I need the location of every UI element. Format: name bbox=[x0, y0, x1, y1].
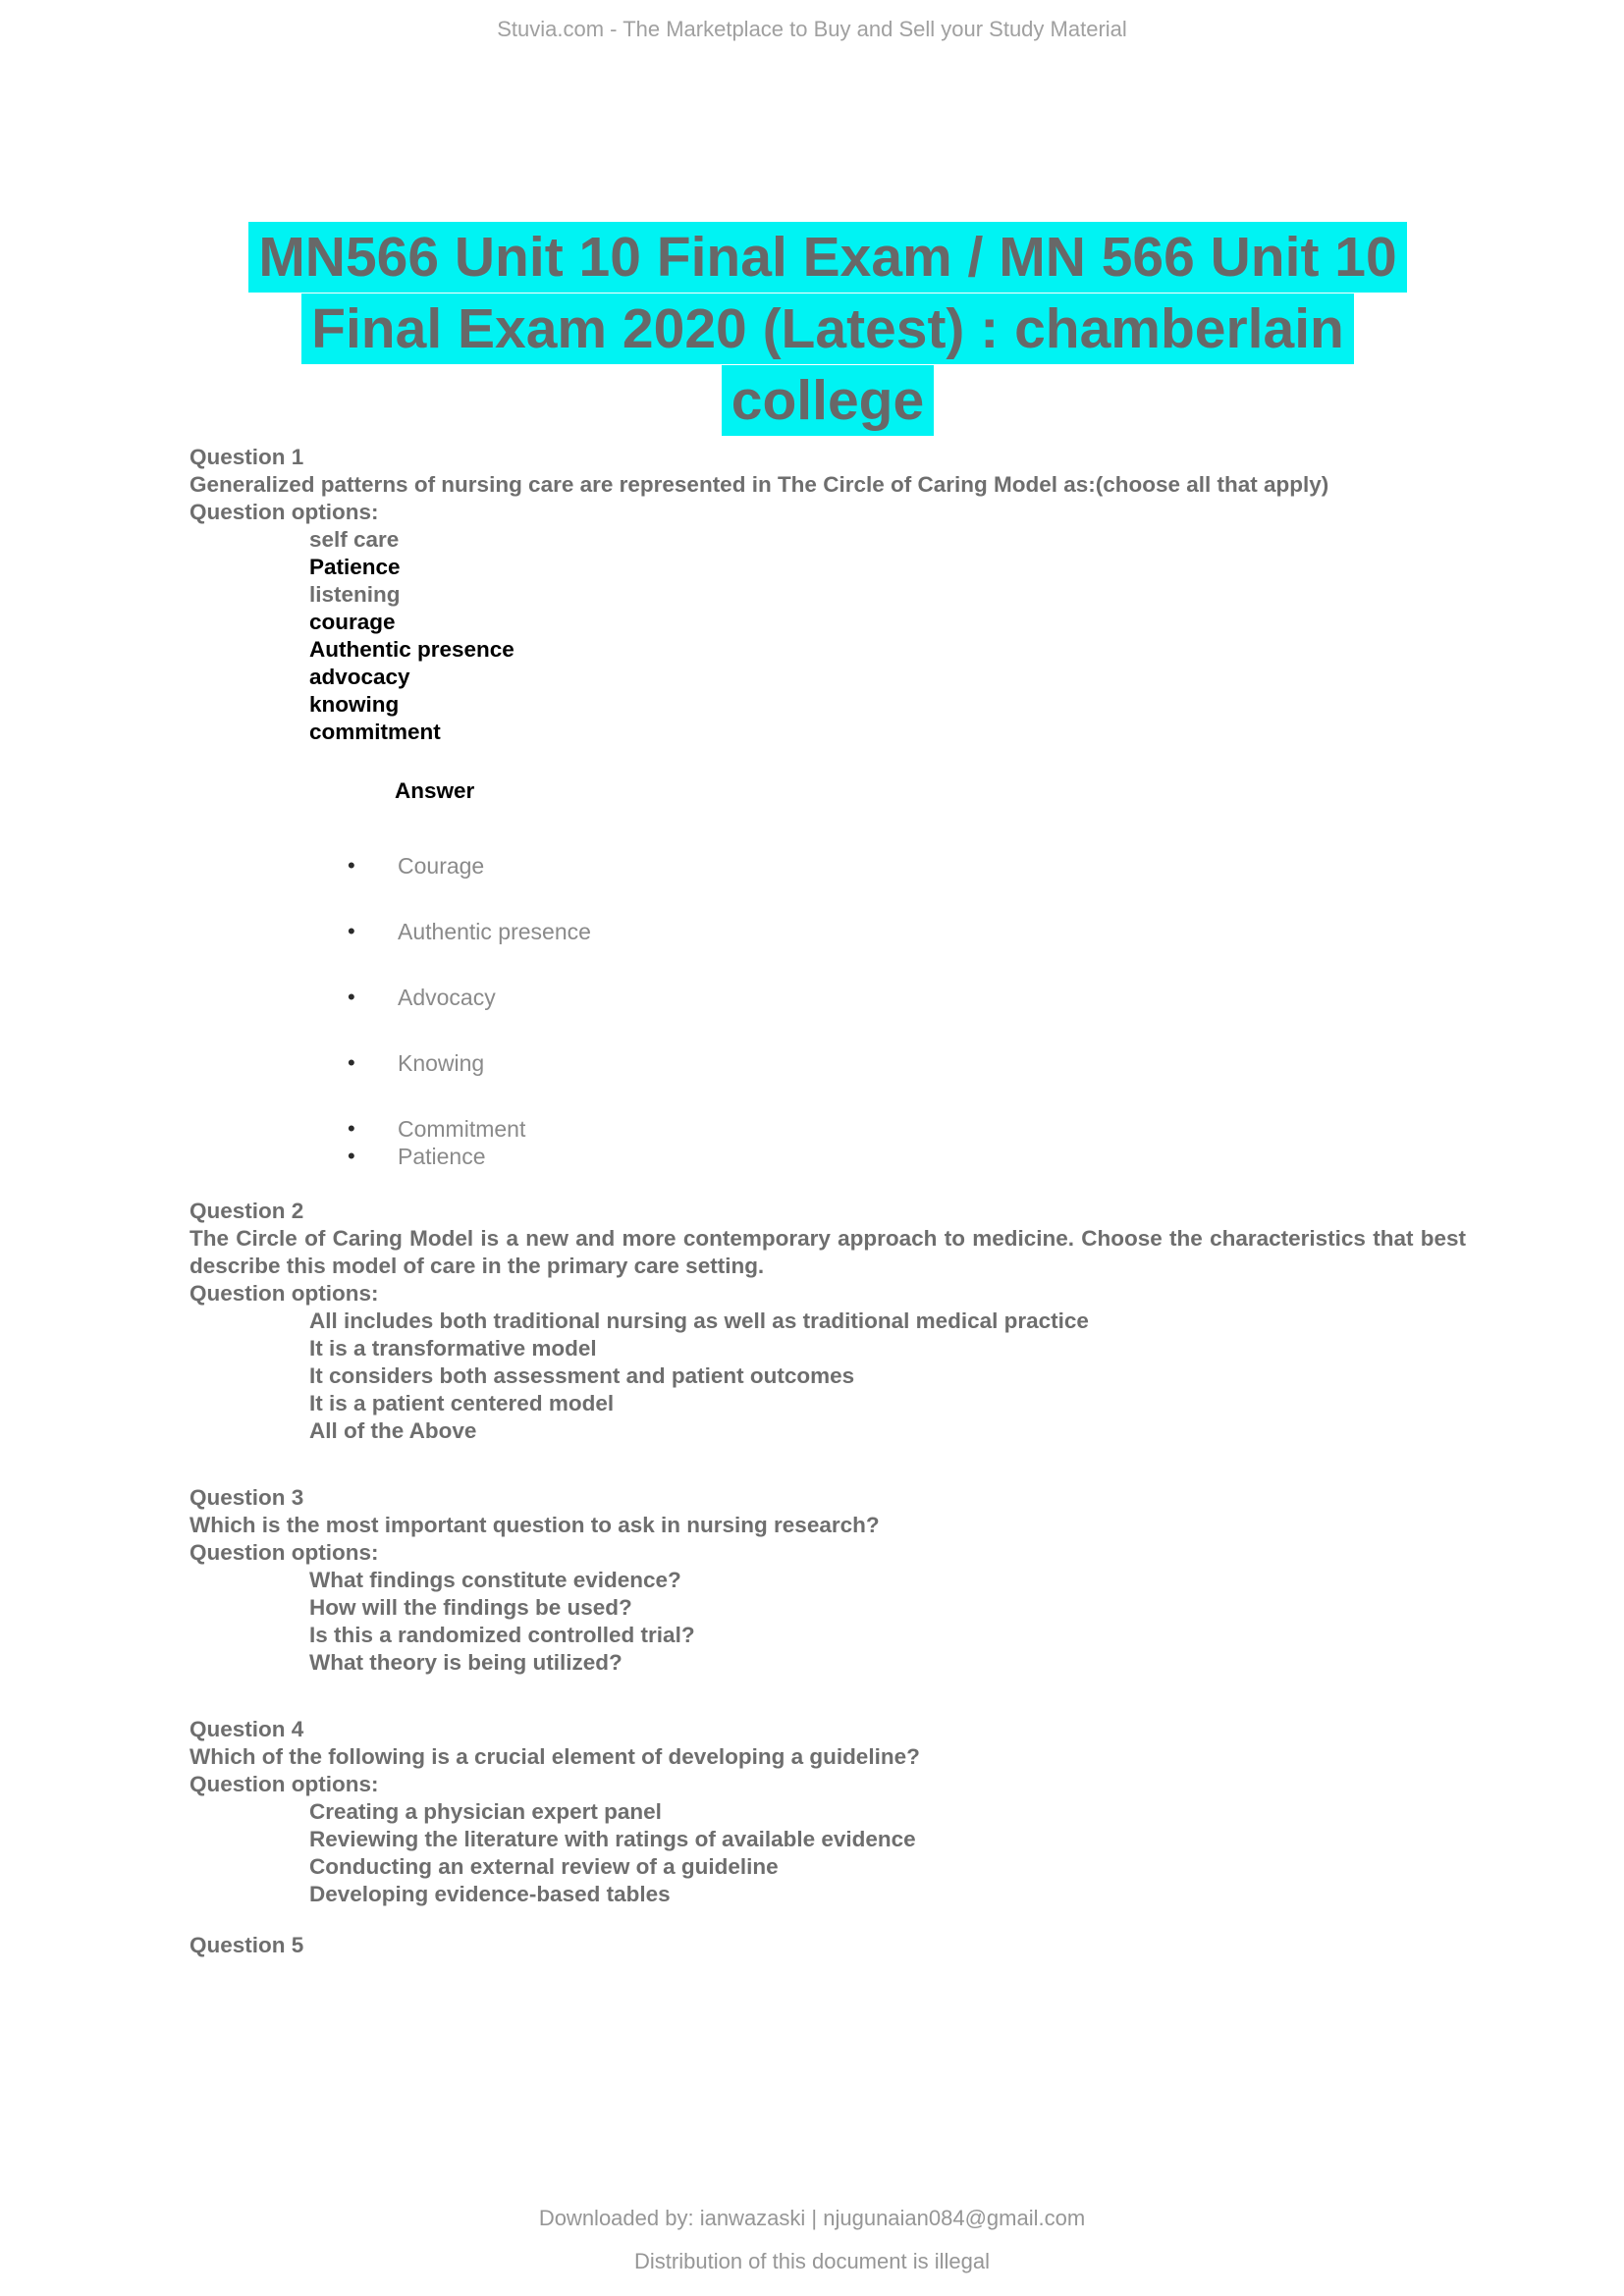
question-option: knowing bbox=[309, 692, 400, 717]
question-option: It is a patient centered model bbox=[309, 1391, 615, 1415]
answer-item bbox=[348, 918, 1466, 945]
answer-item bbox=[348, 1143, 1466, 1170]
question-options-label: Question options: bbox=[189, 1281, 379, 1306]
question-option: Authentic presence bbox=[309, 637, 514, 662]
answer-heading: Answer bbox=[395, 778, 475, 803]
answer-item bbox=[348, 1115, 1466, 1143]
question-text: The Circle of Caring Model is a new and more contemporary approach to medicine. Choose the characteristics that best describe this model of care in the primary care setting. bbox=[189, 1226, 1466, 1278]
title-highlight-1: MN566 Unit 10 Final Exam / MN 566 Unit 10 bbox=[248, 222, 1406, 293]
bullet-icon: • bbox=[348, 853, 355, 878]
question-heading: Question 1 bbox=[189, 445, 304, 469]
answer-item bbox=[348, 852, 1466, 880]
question-option: What theory is being utilized? bbox=[309, 1650, 623, 1675]
question-option: Creating a physician expert panel bbox=[309, 1799, 662, 1824]
bullet-icon: • bbox=[348, 1116, 355, 1141]
question-option: listening bbox=[309, 582, 401, 607]
question-option: advocacy bbox=[309, 665, 410, 689]
question-block-5 bbox=[189, 1932, 1466, 1959]
answer-item bbox=[348, 984, 1466, 1011]
question-heading: Question 3 bbox=[189, 1485, 304, 1510]
question-text: Generalized patterns of nursing care are represented in The Circle of Caring Model as:(choose all that apply) bbox=[189, 472, 1329, 497]
question-option: All includes both traditional nursing as well as traditional medical practice bbox=[309, 1308, 1089, 1333]
footer-distribution-notice: Distribution of this document is illegal bbox=[634, 2249, 990, 2273]
answer-item-label: Patience bbox=[398, 1144, 486, 1169]
question-text: Which is the most important question to ask in nursing research? bbox=[189, 1513, 880, 1537]
title-line-2 bbox=[189, 294, 1466, 365]
question-option: self care bbox=[309, 527, 400, 552]
question-heading: Question 4 bbox=[189, 1717, 304, 1741]
question-option: Is this a randomized controlled trial? bbox=[309, 1623, 695, 1647]
question-option: Reviewing the literature with ratings of available evidence bbox=[309, 1827, 916, 1851]
document-content bbox=[189, 0, 1466, 1959]
title-highlight-3: college bbox=[722, 365, 934, 436]
title-line-1 bbox=[189, 222, 1466, 294]
page-header: Stuvia.com - The Marketplace to Buy and Sell your Study Material bbox=[497, 17, 1127, 41]
bullet-icon: • bbox=[348, 919, 355, 943]
answer-item-label: Authentic presence bbox=[398, 919, 591, 944]
question-heading: Question 5 bbox=[189, 1933, 304, 1957]
bullet-icon: • bbox=[348, 1050, 355, 1075]
answer-item bbox=[348, 1049, 1466, 1077]
question-option: All of the Above bbox=[309, 1418, 477, 1443]
answer-list bbox=[348, 852, 1466, 1170]
question-options-label: Question options: bbox=[189, 1772, 379, 1796]
question-block-1 bbox=[189, 444, 1466, 1170]
question-block-4 bbox=[189, 1716, 1466, 1908]
question-option: It is a transformative model bbox=[309, 1336, 597, 1361]
answer-item-label: Knowing bbox=[398, 1050, 485, 1076]
questions bbox=[189, 444, 1466, 1959]
question-block-2 bbox=[189, 1198, 1466, 1445]
bullet-icon: • bbox=[348, 1144, 355, 1168]
question-option: Conducting an external review of a guideline bbox=[309, 1854, 779, 1879]
answer-item-label: Advocacy bbox=[398, 985, 496, 1010]
question-option: Developing evidence-based tables bbox=[309, 1882, 671, 1906]
question-options-label: Question options: bbox=[189, 500, 379, 524]
question-option: courage bbox=[309, 610, 396, 634]
document-title bbox=[189, 222, 1466, 437]
title-highlight-2: Final Exam 2020 (Latest) : chamberlain bbox=[301, 294, 1354, 364]
footer-downloaded-by: Downloaded by: ianwazaski | njugunaian084@gmail.com bbox=[538, 2206, 1086, 2230]
answer-item-label: Commitment bbox=[398, 1116, 526, 1142]
question-option: commitment bbox=[309, 720, 441, 744]
question-option: What findings constitute evidence? bbox=[309, 1568, 681, 1592]
question-block-3 bbox=[189, 1484, 1466, 1677]
question-option: How will the findings be used? bbox=[309, 1595, 632, 1620]
question-option: It considers both assessment and patient outcomes bbox=[309, 1363, 855, 1388]
bullet-icon: • bbox=[348, 985, 355, 1009]
question-options-label: Question options: bbox=[189, 1540, 379, 1565]
answer-item-label: Courage bbox=[398, 853, 485, 879]
title-line-3 bbox=[189, 365, 1466, 437]
question-heading: Question 2 bbox=[189, 1199, 304, 1223]
question-option: Patience bbox=[309, 555, 401, 579]
question-text: Which of the following is a crucial element of developing a guideline? bbox=[189, 1744, 920, 1769]
